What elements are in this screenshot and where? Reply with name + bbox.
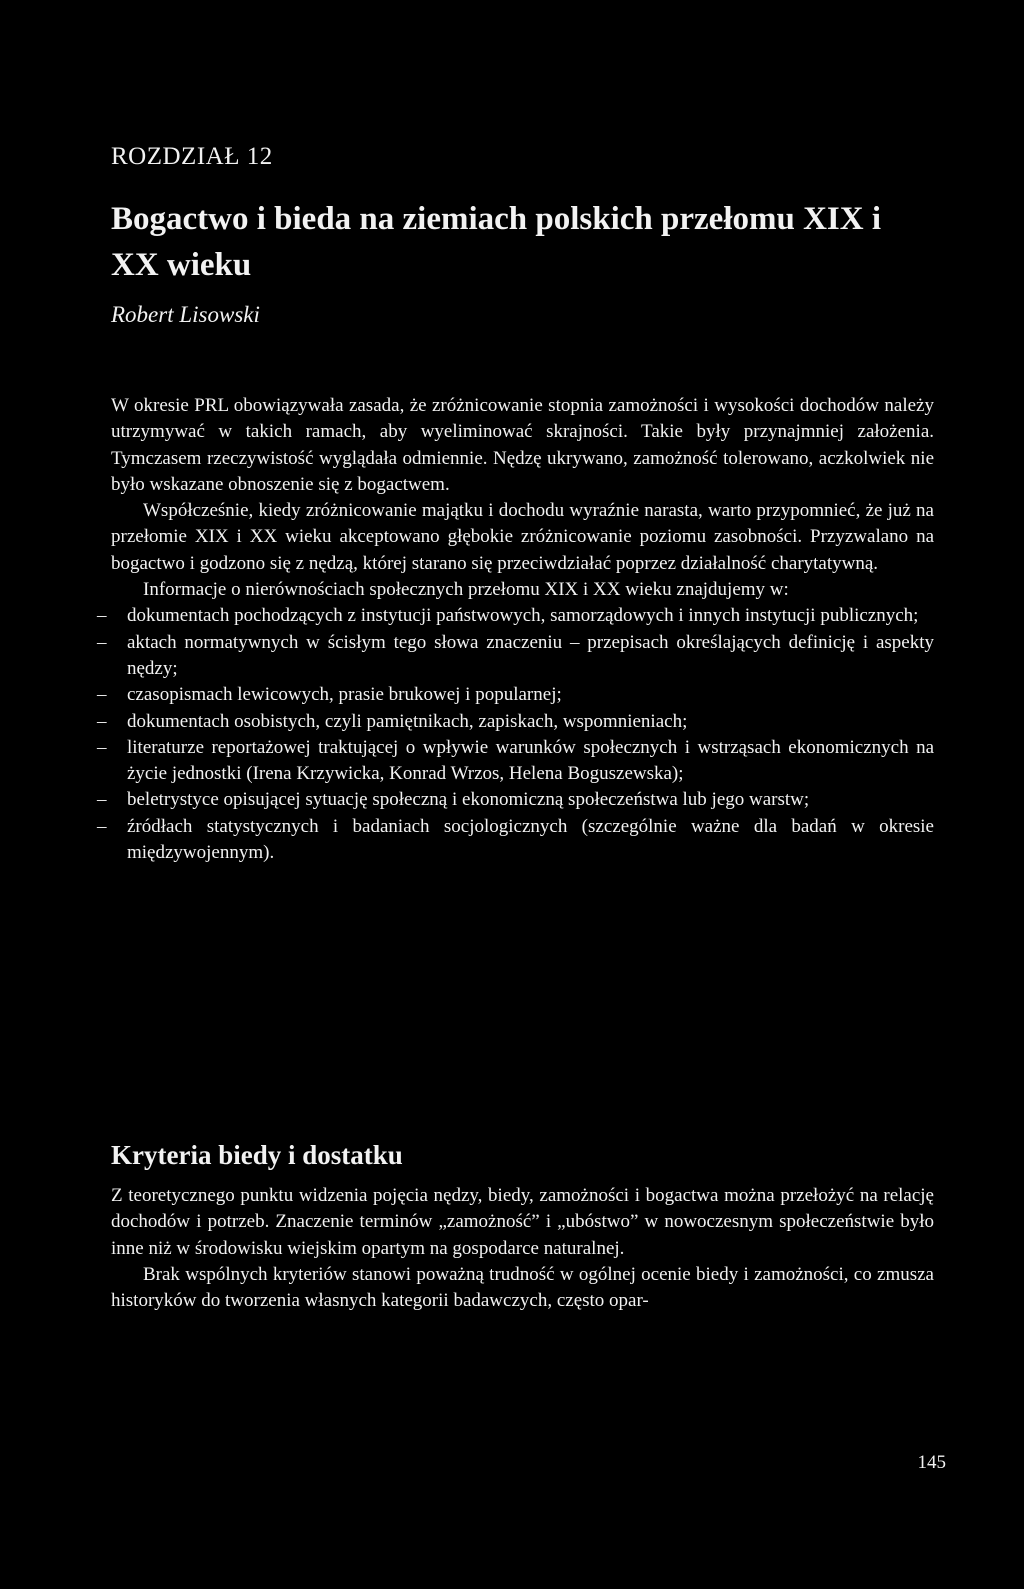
dash-marker: – xyxy=(97,736,107,758)
section-heading: Kryteria biedy i dostatku xyxy=(111,1140,403,1170)
intro-paragraph-3: Informacje o nierównościach społecznych przełomu XIX i XX wieku znajdujemy w: xyxy=(143,579,789,601)
chapter-label: ROZDZIAŁ 12 xyxy=(111,143,273,170)
author-name: Robert Lisowski xyxy=(111,302,260,327)
list-item: – beletrystyce opisującej sytuację społeczną i ekonomiczną społeczeństwa lub jego warstw; xyxy=(111,787,934,813)
dash-marker: – xyxy=(97,710,107,732)
intro-paragraph-1: W okresie PRL obowiązywała zasada, że zróżnicowanie stopnia zamożności i wysokości dochodów należy utrzymywać w takich ramach, aby wyeliminować skrajności. Takie były przynajmniej założenia. Tymczasem rzeczywistość wyglądała odmiennie. Nędzę ukrywano, zamożność tolerowano, aczkolwiek nie było wskazane obnoszenie się z bogactwem. xyxy=(111,395,934,495)
sources-list xyxy=(97,603,934,866)
page-number: 145 xyxy=(917,1452,946,1473)
dash-marker: – xyxy=(97,789,107,811)
list-item: – źródłach statystycznych i badaniach socjologicznych (szczególnie ważne dla badań w okresie międzywojennym). xyxy=(97,815,934,864)
list-item: – dokumentach pochodzących z instytucji państwowych, samorządowych i innych instytucji publicznych; xyxy=(111,603,934,629)
list-item: – aktach normatywnych w ścisłym tego słowa znaczeniu – przepisach określających definicję i aspekty nędzy; xyxy=(97,631,934,679)
intro-text xyxy=(97,393,934,866)
intro-paragraph-2: Współcześnie, kiedy zróżnicowanie majątku i dochodu wyraźnie narasta, warto przypomnieć, że już na przełomie XIX i XX wieku akceptowano głębokie zróżnicowanie poziomu zasobności. Przyzwalano na bogactwo i godzono się z nędzą, której starano się przeciwdziałać poprzez działalność charytatywną. xyxy=(111,500,934,574)
dash-marker: – xyxy=(97,605,107,627)
dash-marker: – xyxy=(97,631,107,653)
list-item: – czasopismach lewicowych, prasie brukowej i popularnej; xyxy=(111,682,934,708)
book-page xyxy=(97,0,946,1589)
section-text xyxy=(111,1183,934,1314)
list-item: – dokumentach osobistych, czyli pamiętnikach, zapiskach, wspomnieniach; xyxy=(111,709,934,735)
dash-marker: – xyxy=(97,684,107,706)
dash-marker: – xyxy=(97,815,107,837)
list-item: – literaturze reportażowej traktującej o wpływie warunków społecznych i wstrząsach ekonomicznych na życie jednostki (Irena Krzywicka, Konrad Wrzos, Helena Boguszewska); xyxy=(97,736,934,785)
section-paragraph-2: Brak wspólnych kryteriów stanowi poważną trudność w ogólnej ocenie biedy i zamożności, co zmusza historyków do tworzenia własnych kategorii badawczych, często opar- xyxy=(111,1263,934,1312)
section-paragraph-1: Z teoretycznego punktu widzenia pojęcia nędzy, biedy, zamożności i bogactwa można przełożyć na relację dochodów i potrzeb. Znaczenie terminów „zamożność” i „ubóstwo” w nowoczesnym społeczeństwie było inne niż w środowisku wiejskim opartym na gospodarce naturalnej. xyxy=(111,1185,934,1259)
chapter-title: Bogactwo i bieda na ziemiach polskich przełomu XIX i XX wieku xyxy=(111,201,882,283)
